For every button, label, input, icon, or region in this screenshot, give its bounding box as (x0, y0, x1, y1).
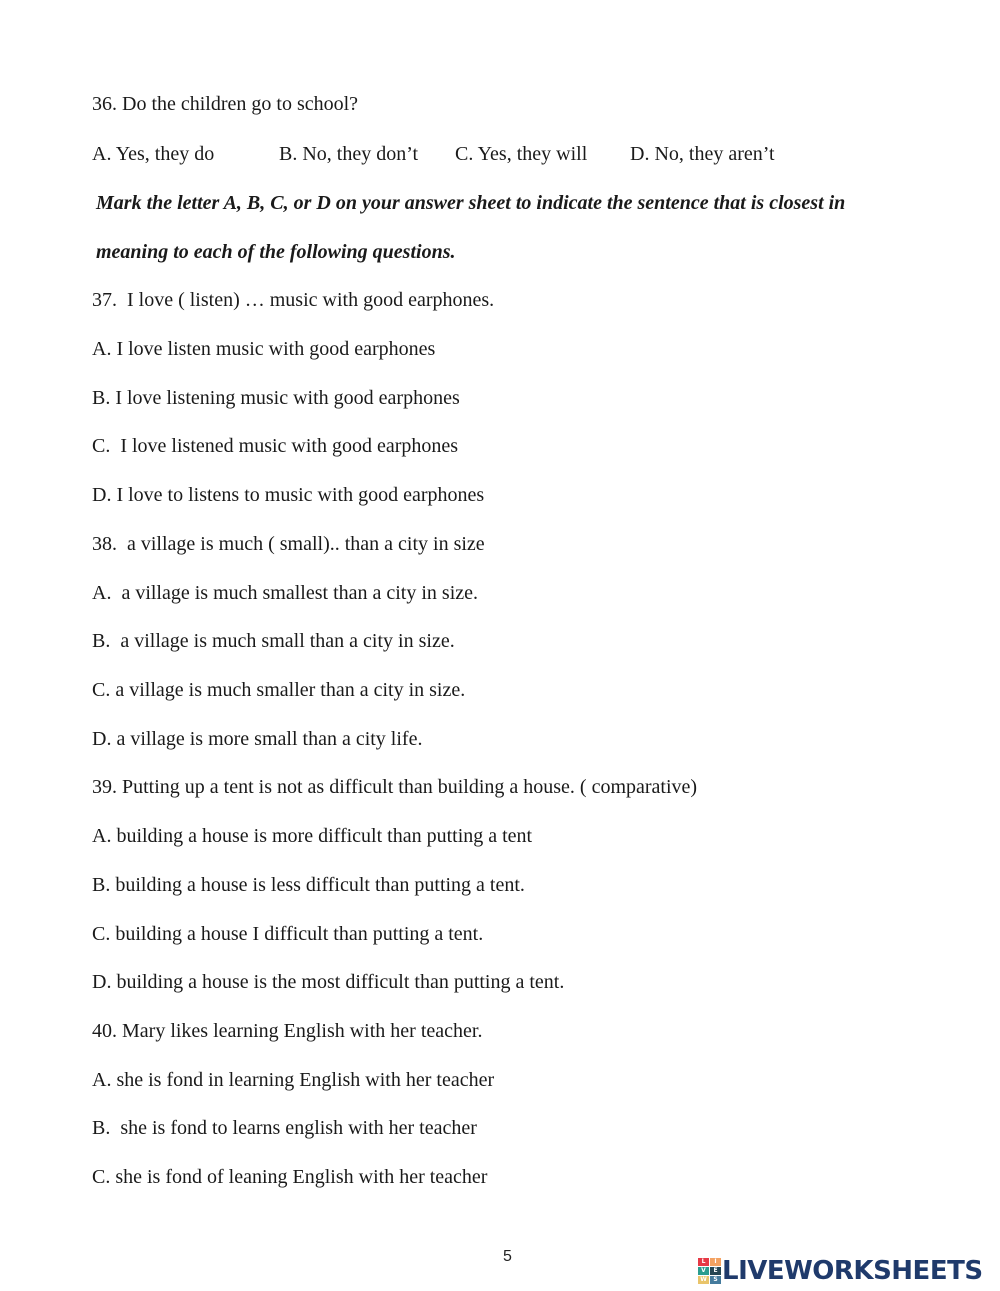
q38-option-b: B. a village is much small than a city in size. (92, 630, 455, 652)
logo-text: LIVEWORKSHEETS (722, 1256, 983, 1286)
q39-option-a: A. building a house is more difficult than putting a tent (92, 825, 533, 847)
q40-option-a: A. she is fond in learning English with her teacher (92, 1069, 495, 1091)
q38-option-a: A. a village is much smallest than a city in size. (92, 582, 479, 604)
q39-option-c: C. building a house I difficult than putting a tent. (92, 923, 484, 945)
q37-option-d: D. I love to listens to music with good earphones (92, 484, 485, 506)
q36-option-a: A. Yes, they do (92, 143, 215, 165)
q39-option-b: B. building a house is less difficult than putting a tent. (92, 874, 525, 896)
q36-option-c: C. Yes, they will (455, 143, 588, 165)
question-36-options (92, 142, 892, 166)
liveworksheets-logo[interactable] (698, 1254, 983, 1288)
question-40: 40. Mary likes learning English with her teacher. (92, 1020, 483, 1042)
logo-block: S (710, 1276, 721, 1284)
logo-block: W (698, 1276, 709, 1284)
q37-option-a: A. I love listen music with good earphones (92, 338, 436, 360)
logo-block: E (710, 1267, 721, 1275)
instruction-line-2: meaning to each of the following questions. (96, 241, 456, 263)
q39-option-d: D. building a house is the most difficult than putting a tent. (92, 971, 565, 993)
q38-option-d: D. a village is more small than a city life. (92, 728, 423, 750)
q37-option-b: B. I love listening music with good earphones (92, 387, 460, 409)
question-38: 38. a village is much ( small).. than a city in size (92, 533, 485, 555)
q40-option-b: B. she is fond to learns english with her teacher (92, 1117, 477, 1139)
instruction-line-1: Mark the letter A, B, C, or D on your answer sheet to indicate the sentence that is closest in (96, 192, 846, 214)
liveworksheets-logo-icon (698, 1258, 720, 1284)
question-39: 39. Putting up a tent is not as difficult than building a house. ( comparative) (92, 776, 698, 798)
logo-block: L (698, 1258, 709, 1266)
logo-block: I (710, 1258, 721, 1266)
q36-option-b: B. No, they don’t (279, 143, 419, 165)
q40-option-c: C. she is fond of leaning English with her teacher (92, 1166, 488, 1188)
question-36: 36. Do the children go to school? (92, 93, 359, 115)
q36-option-d: D. No, they aren’t (630, 143, 775, 165)
q38-option-c: C. a village is much smaller than a city in size. (92, 679, 466, 701)
question-37: 37. I love ( listen) … music with good earphones. (92, 289, 495, 311)
logo-block: V (698, 1267, 709, 1275)
page-number: 5 (503, 1248, 512, 1265)
q37-option-c: C. I love listened music with good earphones (92, 435, 459, 457)
